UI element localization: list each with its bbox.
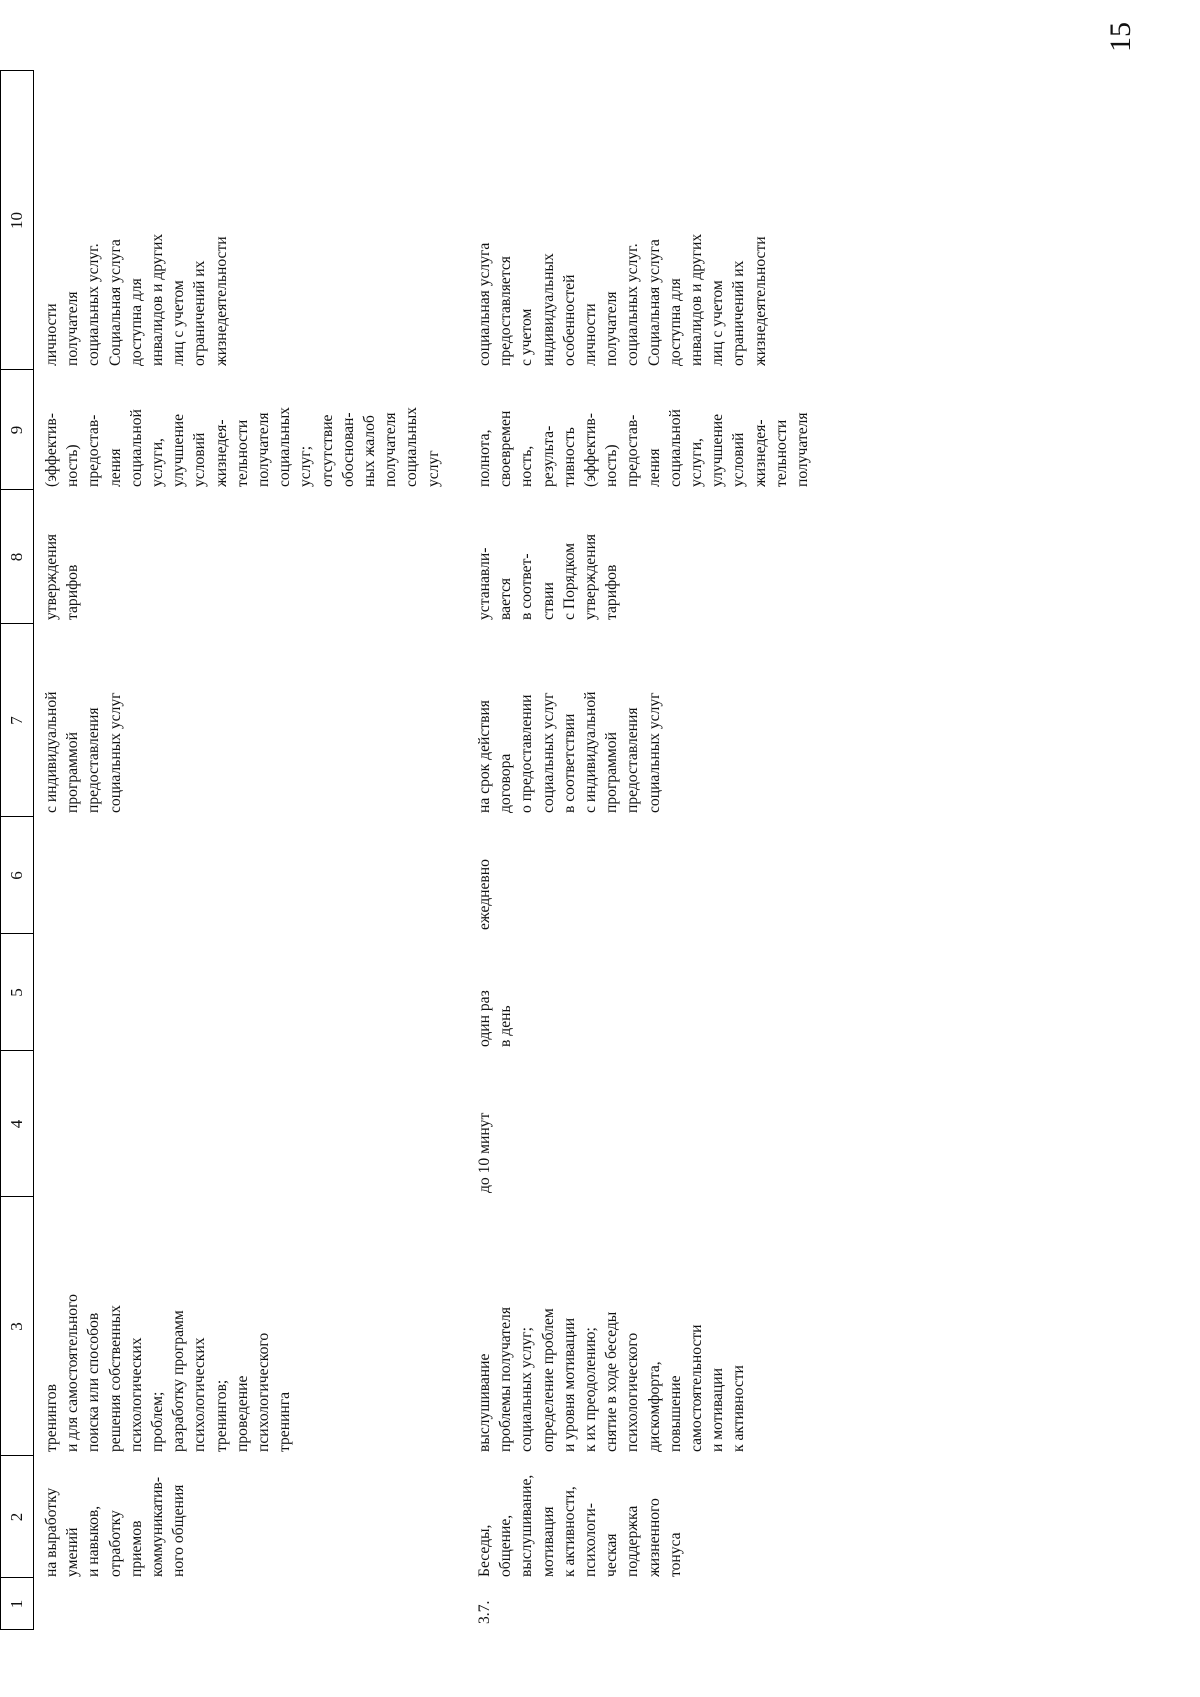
text-line: социальных услуг; xyxy=(518,1327,536,1452)
text-line: условий xyxy=(730,432,748,487)
text-line: поиска или способов xyxy=(85,1312,103,1452)
text-line: лиц с учетом xyxy=(709,280,727,366)
text-line: выслушивание, xyxy=(518,1474,536,1577)
text-line: услуги, xyxy=(688,438,706,487)
text-line: ствии xyxy=(539,582,557,620)
row2-work-type xyxy=(474,1459,686,1577)
text-line: предоставляется xyxy=(497,256,515,366)
text-line: приемов xyxy=(127,1520,145,1577)
text-line: устанавли- xyxy=(476,547,493,620)
text-line: тельности xyxy=(772,419,790,487)
text-line: тонуса xyxy=(666,1532,684,1577)
text-line: услуг xyxy=(424,450,442,487)
text-line: один раз xyxy=(476,990,493,1047)
row-number: 3.7. xyxy=(476,1600,493,1624)
text-line: ления xyxy=(645,448,663,487)
header-col-2: 2 xyxy=(7,1512,26,1522)
text-line: своевремен xyxy=(497,410,515,487)
text-line: в соответствии xyxy=(560,713,578,813)
text-line: жизнедея- xyxy=(212,419,230,487)
text-line: программой xyxy=(603,732,621,813)
text-line: проблем; xyxy=(149,1391,167,1452)
text-line: социальных xyxy=(276,407,294,487)
text-line: и для самостоятельного xyxy=(64,1294,82,1452)
text-line: личности xyxy=(582,303,600,366)
text-line: ных жалоб xyxy=(361,415,379,487)
text-line: (эффектив- xyxy=(43,413,60,487)
text-line: с Порядком xyxy=(560,543,578,620)
row2-periodicity xyxy=(474,820,495,930)
row1-term xyxy=(41,627,126,813)
row2-term xyxy=(474,627,665,813)
text-line: отработку xyxy=(106,1510,124,1577)
text-line: жизнедея- xyxy=(751,419,769,487)
text-line: психологических xyxy=(127,1337,145,1452)
text-line: к активности xyxy=(730,1365,748,1452)
text-line: Беседы, xyxy=(476,1524,493,1577)
text-line: лиц с учетом xyxy=(170,280,188,366)
text-line: ежедневно xyxy=(476,859,493,930)
text-line: в соответ- xyxy=(518,553,536,620)
text-line: социальной xyxy=(666,409,684,487)
text-line: тренинга xyxy=(276,1391,294,1452)
text-line: предоставления xyxy=(624,707,642,813)
text-line: мотивация xyxy=(539,1506,557,1577)
text-line: получателя xyxy=(382,412,400,487)
text-line: ления xyxy=(106,448,124,487)
text-line: получателя xyxy=(603,291,621,366)
text-line: договора xyxy=(497,753,515,813)
text-line: тельности xyxy=(233,419,251,487)
row1-work-type xyxy=(41,1459,189,1577)
header-col-5: 5 xyxy=(7,988,26,997)
text-line: получателя xyxy=(255,412,273,487)
text-line: социальной xyxy=(127,409,145,487)
text-line: поддержка xyxy=(624,1505,642,1577)
text-line: до 10 минут xyxy=(476,1112,493,1193)
text-line: предоставления xyxy=(85,707,103,813)
text-line: получателя xyxy=(64,291,82,366)
text-line: психологи- xyxy=(582,1503,600,1577)
text-line: жизнедеятельности xyxy=(751,236,769,366)
text-line: и уровня мотивации xyxy=(560,1317,578,1452)
text-line: с индивидуальной xyxy=(582,691,600,813)
text-line: решения собственных xyxy=(106,1305,124,1452)
text-line: снятие в ходе беседы xyxy=(603,1311,621,1452)
row2-conditions xyxy=(474,96,771,366)
text-line: ческая xyxy=(603,1533,621,1577)
text-line: условий xyxy=(191,432,209,487)
text-line: проведение xyxy=(233,1375,251,1452)
header-col-8: 8 xyxy=(7,552,26,562)
text-line: социальных услуг xyxy=(645,692,663,813)
row1-conditions xyxy=(41,96,232,366)
row2-frequency xyxy=(474,937,516,1047)
text-line: в день xyxy=(497,1005,515,1047)
row2-duration xyxy=(474,1053,495,1193)
text-line: ограничений их xyxy=(191,260,209,366)
text-line: с индивидуальной xyxy=(43,691,60,813)
row2-tariff xyxy=(474,493,622,620)
text-line: ность) xyxy=(64,444,82,487)
header-col-7: 7 xyxy=(7,716,26,725)
row1-indicators xyxy=(41,372,444,487)
text-line: отсутствие xyxy=(318,414,336,487)
text-line: к их преодолению; xyxy=(582,1327,600,1452)
text-line: общение, xyxy=(497,1514,515,1577)
text-line: выслушивание xyxy=(476,1353,493,1452)
text-line: получателя xyxy=(794,412,812,487)
text-line: коммуникатив- xyxy=(149,1476,167,1577)
text-line: тренингов; xyxy=(212,1379,230,1452)
text-line: на срок действия xyxy=(476,700,493,813)
text-line: предостав- xyxy=(624,414,642,487)
text-line: самостоятельности xyxy=(688,1324,706,1452)
text-line: проблемы получателя xyxy=(497,1307,515,1452)
header-col-3: 3 xyxy=(7,1322,26,1331)
text-line: тарифов xyxy=(64,564,82,620)
text-line: умений xyxy=(64,1527,82,1577)
text-line: психологических xyxy=(191,1337,209,1452)
text-line: результа- xyxy=(539,425,557,487)
text-line: утверждения xyxy=(43,533,60,620)
text-line: ного общения xyxy=(170,1484,188,1577)
text-line: утверждения xyxy=(582,533,600,620)
text-line: программой xyxy=(64,732,82,813)
row1-description xyxy=(41,1202,295,1452)
header-col-9: 9 xyxy=(7,425,26,435)
text-line: ность, xyxy=(518,445,536,487)
text-line: ность) xyxy=(603,444,621,487)
text-line: определение проблем xyxy=(539,1308,557,1452)
text-line: социальных услуг xyxy=(106,692,124,813)
text-line: улучшение xyxy=(709,413,727,487)
text-line: жизненного xyxy=(645,1498,663,1577)
text-line: предостав- xyxy=(85,414,103,487)
text-line: к активности, xyxy=(560,1486,578,1577)
text-line: о предоставлении xyxy=(518,694,536,813)
text-line: особенностей xyxy=(560,274,578,366)
text-line: полнота, xyxy=(476,429,493,487)
row2-indicators xyxy=(474,372,813,487)
text-line: услуг; xyxy=(297,445,315,487)
text-line: социальных услуг xyxy=(539,692,557,813)
text-line: Социальная услуга xyxy=(645,239,663,366)
text-line: психологического xyxy=(624,1332,642,1452)
text-line: индивидуальных xyxy=(539,253,557,366)
text-line: ограничений их xyxy=(730,260,748,366)
header-col-6: 6 xyxy=(7,871,26,880)
row2-description xyxy=(474,1202,750,1452)
text-line: социальных услуг. xyxy=(85,243,103,366)
text-line: с учетом xyxy=(518,308,536,366)
text-line: жизнедеятельности xyxy=(212,236,230,366)
text-line: услуги, xyxy=(149,438,167,487)
text-line: психологического xyxy=(255,1332,273,1452)
text-line: личности xyxy=(43,303,60,366)
table-landscape xyxy=(0,70,1020,1630)
text-line: и мотивации xyxy=(709,1368,727,1452)
text-line: на выработку xyxy=(43,1487,60,1577)
text-line: обоснован- xyxy=(339,412,357,487)
header-col-1: 1 xyxy=(7,1599,26,1609)
header-col-4: 4 xyxy=(7,1119,26,1129)
text-line: дискомфорта, xyxy=(645,1361,663,1452)
text-line: Социальная услуга xyxy=(106,239,124,366)
page-number: 15 xyxy=(1104,22,1137,52)
text-line: разработку программ xyxy=(170,1310,188,1452)
row1-tariff xyxy=(41,493,83,620)
text-line: инвалидов и других xyxy=(149,233,167,366)
text-line: инвалидов и других xyxy=(688,233,706,366)
header-bottom-border xyxy=(33,70,34,1630)
text-line: тарифов xyxy=(603,564,621,620)
text-line: улучшение xyxy=(170,413,188,487)
text-line: вается xyxy=(497,577,515,620)
text-line: доступна для xyxy=(666,278,684,366)
text-line: тивность xyxy=(560,427,578,487)
text-line: повышение xyxy=(666,1375,684,1452)
text-line: социальная услуга xyxy=(476,242,493,366)
text-line: тренингов xyxy=(43,1384,60,1452)
text-line: (эффектив- xyxy=(582,413,600,487)
text-line: и навыков, xyxy=(85,1505,103,1577)
text-line: социальных услуг. xyxy=(624,243,642,366)
text-line: доступна для xyxy=(127,278,145,366)
header-col-10: 10 xyxy=(7,212,26,229)
text-line: социальных xyxy=(403,407,421,487)
